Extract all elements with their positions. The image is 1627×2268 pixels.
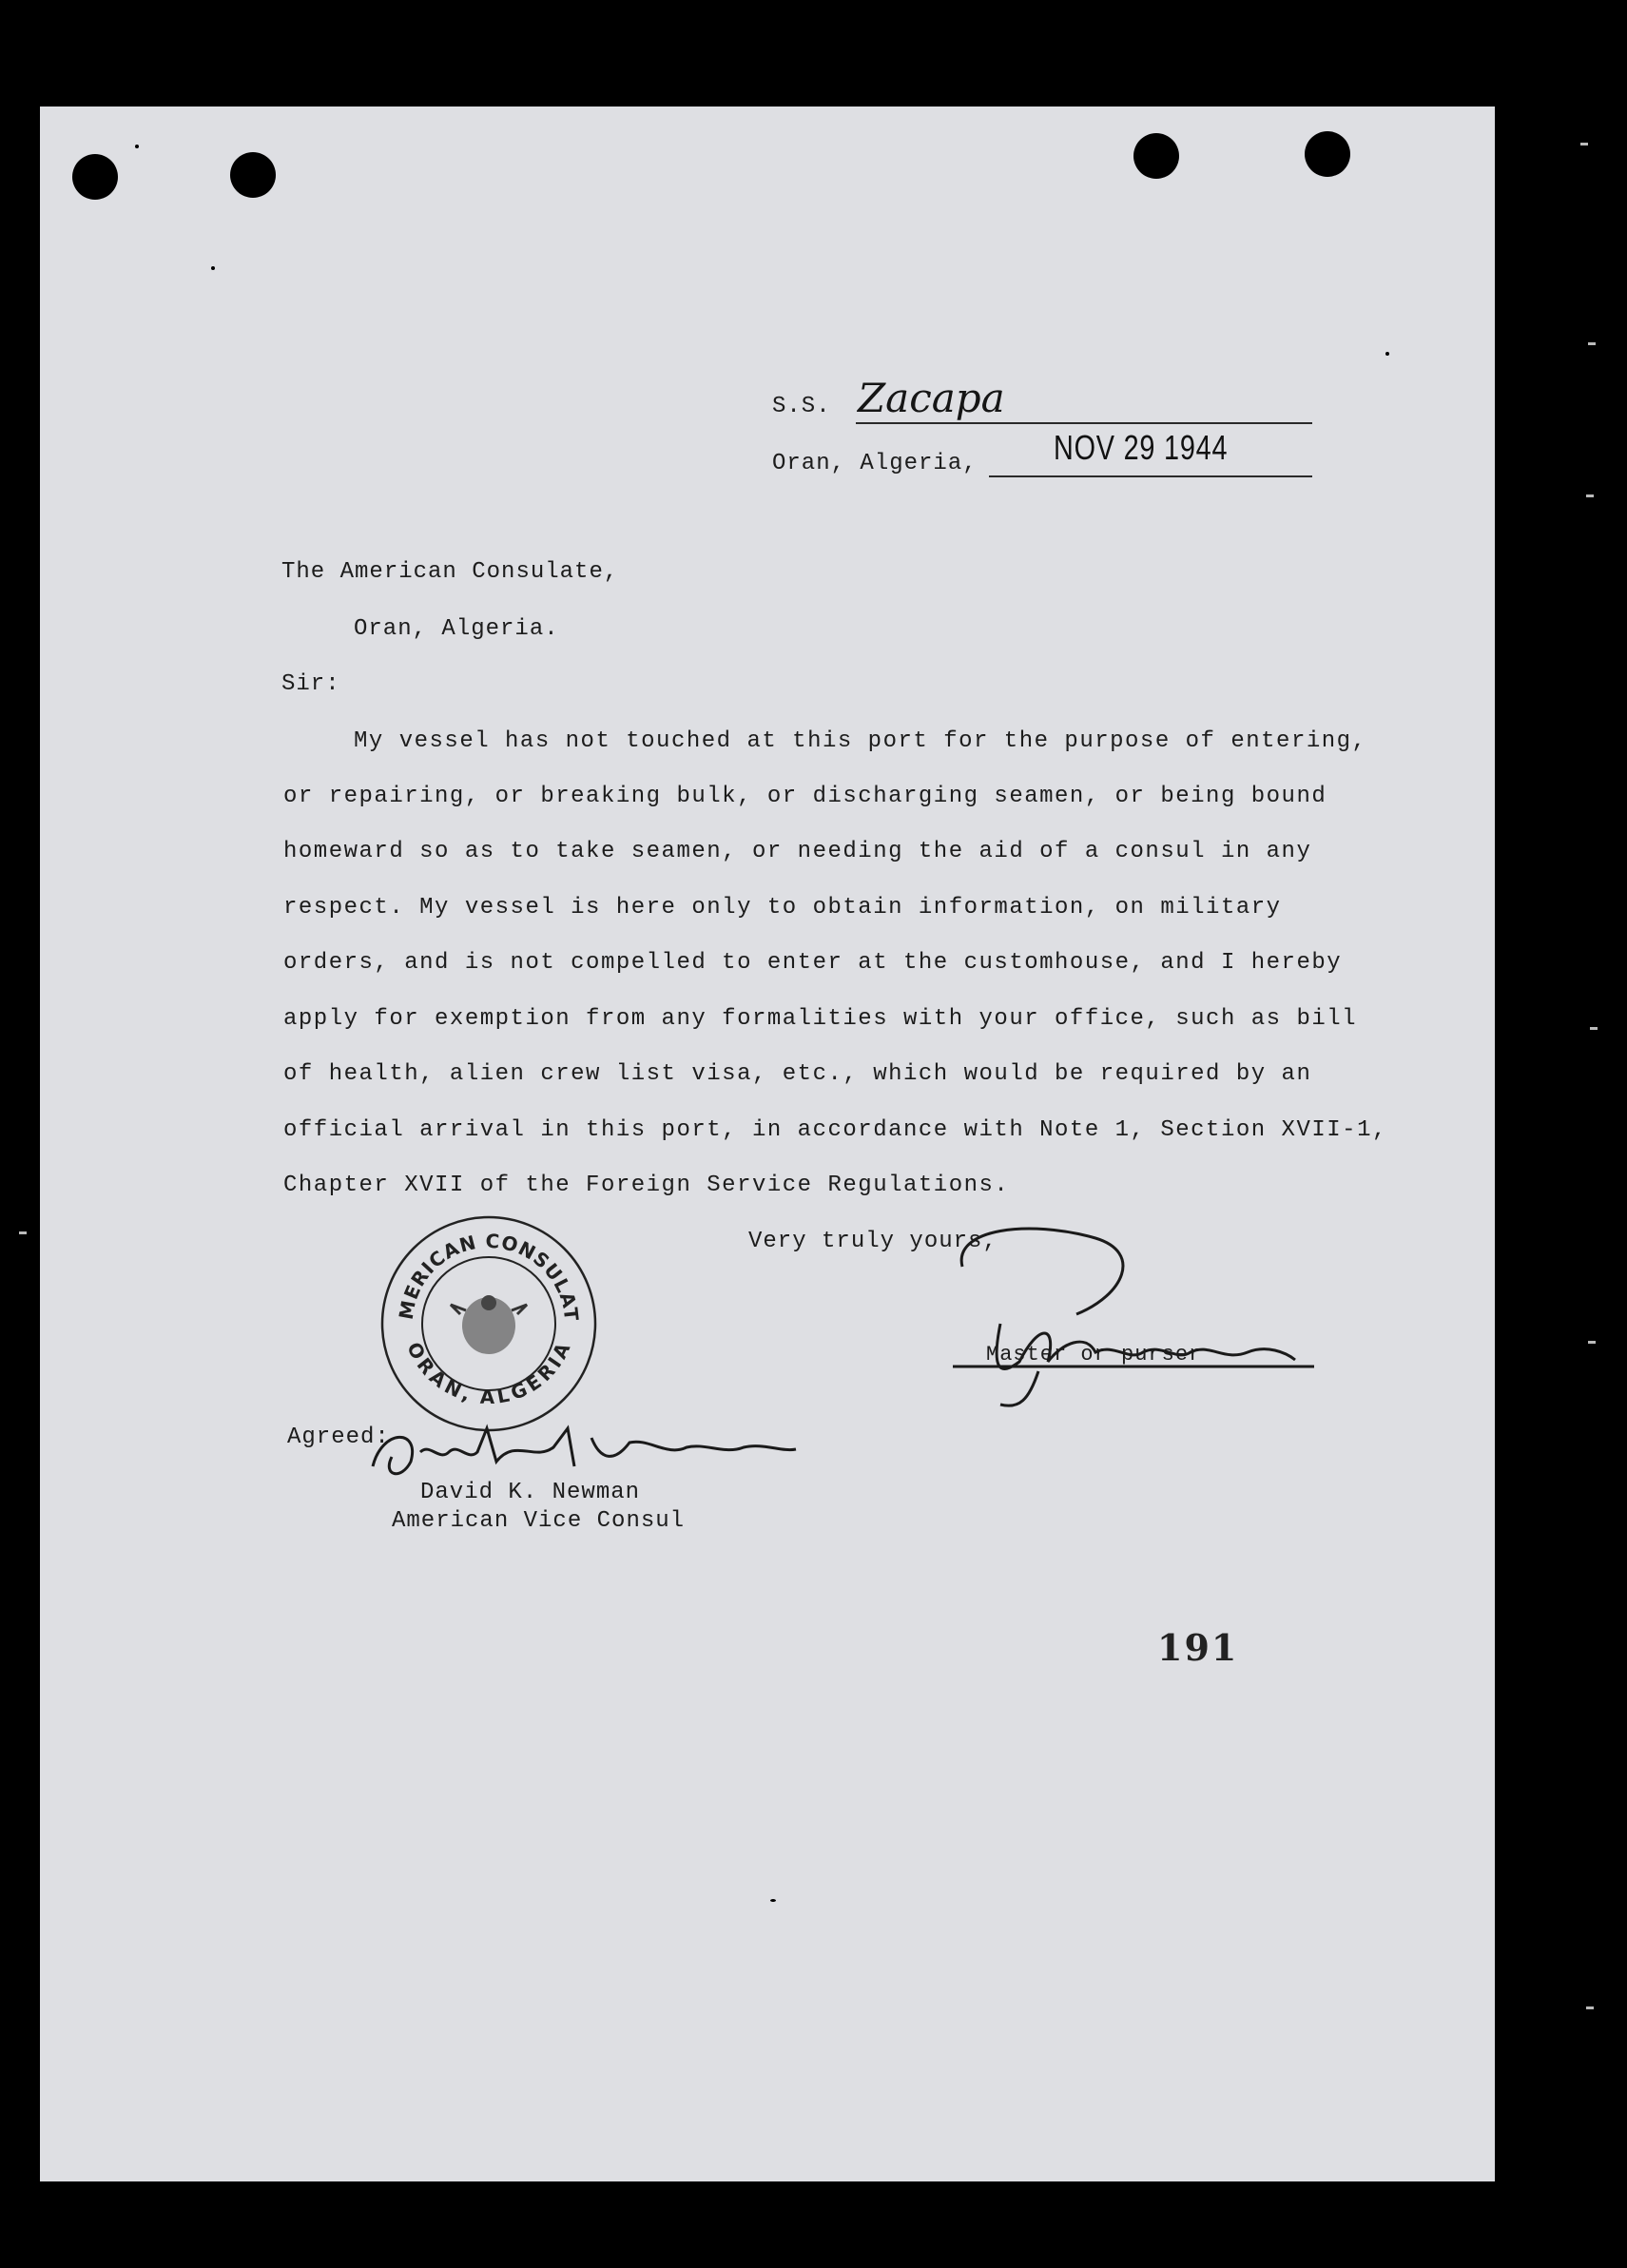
- master-signature: [896, 1210, 1333, 1400]
- valediction: Very truly yours,: [748, 1229, 998, 1254]
- punch-hole: [1305, 131, 1350, 177]
- punch-hole: [230, 152, 276, 198]
- consulate-seal: [366, 1192, 603, 1438]
- speck: [1385, 352, 1389, 356]
- scan-edge-mark: [1580, 143, 1588, 145]
- scan-edge-mark: [1588, 342, 1596, 345]
- scan-edge-mark: [1586, 2006, 1594, 2009]
- signer-title: Master or purser: [986, 1343, 1203, 1367]
- ss-label: S.S.: [772, 394, 831, 419]
- body-line: orders, and is not compelled to enter at the customhouse, and I hereby: [283, 950, 1343, 976]
- vice-consul-name: David K. Newman: [420, 1480, 641, 1505]
- seal-top-text: AMERICAN CONSULATE: [366, 1192, 584, 1323]
- body-line: or repairing, or breaking bulk, or discharging seamen, or being bound: [283, 784, 1327, 809]
- vessel-name-handwritten: Zacapa: [858, 375, 1005, 421]
- body-line: My vessel has not touched at this port for the purpose of entering,: [354, 728, 1367, 754]
- addressee-line-1: The American Consulate,: [281, 559, 619, 585]
- addressee-line-2: Oran, Algeria.: [354, 616, 559, 642]
- salutation: Sir:: [281, 671, 340, 697]
- date-rule: [989, 475, 1312, 477]
- vice-consul-title: American Vice Consul: [392, 1508, 686, 1534]
- punch-hole: [1133, 133, 1179, 179]
- agreed-label: Agreed:: [287, 1425, 390, 1450]
- speck: [211, 266, 215, 270]
- page-number: 191: [1157, 1626, 1239, 1669]
- scan-edge-mark: [1588, 1341, 1596, 1344]
- body-line: homeward so as to take seamen, or needing the aid of a consul in any: [283, 839, 1312, 864]
- punch-hole: [72, 154, 118, 200]
- body-line: of health, alien crew list visa, etc., which would be required by an: [283, 1061, 1312, 1087]
- vessel-name-rule: [856, 422, 1312, 424]
- body-line: Chapter XVII of the Foreign Service Regulations.: [283, 1173, 1010, 1198]
- place-line: Oran, Algeria,: [772, 451, 978, 476]
- scan-edge-mark: [1590, 1027, 1598, 1030]
- body-line: respect. My vessel is here only to obtain information, on military: [283, 895, 1282, 921]
- speck: [135, 145, 139, 148]
- body-line: apply for exemption from any formalities with your office, such as bill: [283, 1006, 1358, 1032]
- scan-edge-mark: [1586, 494, 1594, 497]
- document-page: [40, 107, 1495, 2181]
- body-line: official arrival in this port, in accordance with Note 1, Section XVII-1,: [283, 1117, 1387, 1143]
- scan-edge-mark: [19, 1231, 27, 1234]
- eagle-emblem-icon: [451, 1295, 527, 1354]
- date-stamp: NOV 29 1944: [1054, 428, 1229, 467]
- seal-bottom-text: ORAN, ALGERIA: [402, 1338, 575, 1409]
- speck: [770, 1899, 776, 1902]
